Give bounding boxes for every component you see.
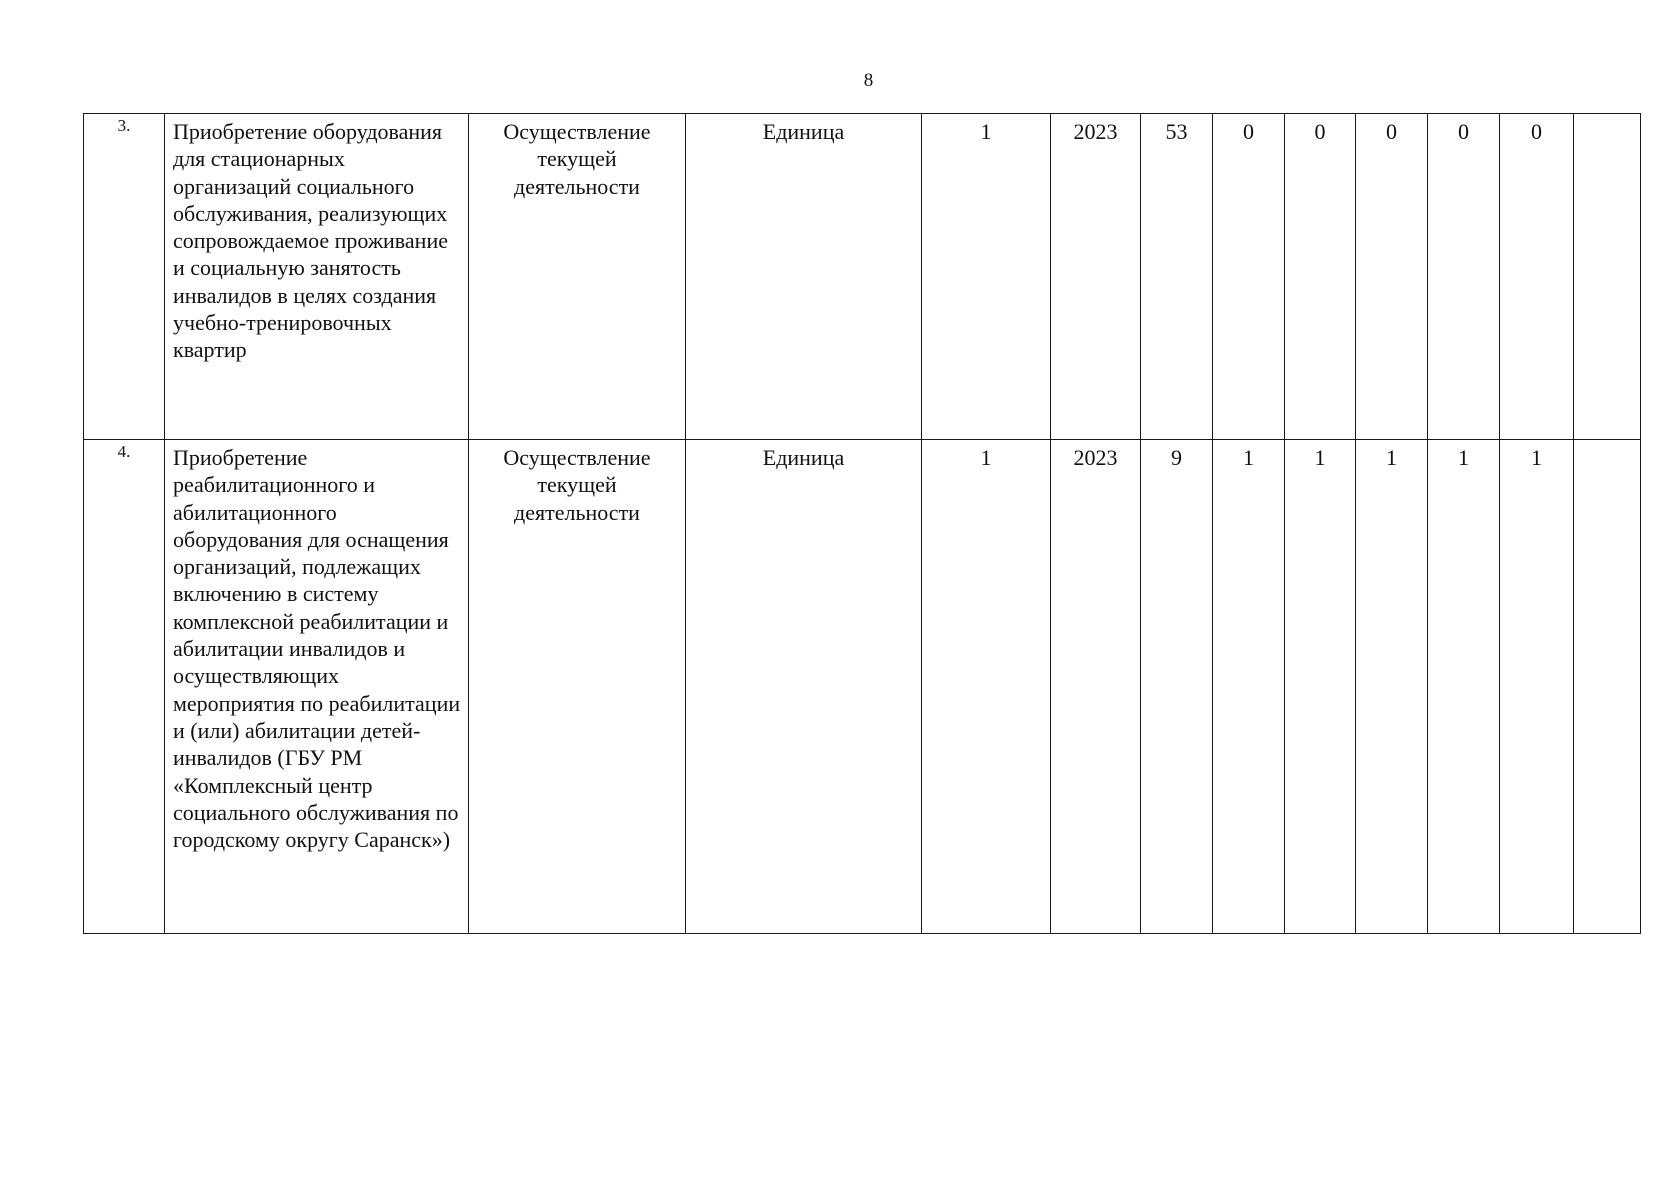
year-cell: 2023: [1051, 114, 1141, 440]
activity-type-cell: Осуществление текущей деятельности: [469, 440, 686, 934]
year-cell: 2023: [1051, 440, 1141, 934]
value-cell: 1: [1285, 440, 1356, 934]
unit-cell: Единица: [686, 440, 922, 934]
activity-type-cell: Осуществление текущей деятельности: [469, 114, 686, 440]
indicators-table: [83, 113, 1641, 934]
row-number-cell: 4.: [84, 440, 165, 934]
value-cell: 1: [1213, 440, 1285, 934]
value-cell: 0: [1500, 114, 1574, 440]
value-cell: 0: [1428, 114, 1500, 440]
activity-name-cell: Приобретение оборудования для стационарных организаций социального обслуживания, реализующих сопровождаемое проживание и социальную занятость инвалидов в целях создания учебно-тренировочных квартир: [165, 114, 469, 440]
value-cell: 0: [1213, 114, 1285, 440]
value-cell: 0: [1356, 114, 1428, 440]
value-cell: 0: [1285, 114, 1356, 440]
empty-cell: [1574, 440, 1641, 934]
page-number: 8: [863, 70, 874, 91]
value-cell: 1: [1500, 440, 1574, 934]
empty-cell: [1574, 114, 1641, 440]
unit-cell: Единица: [686, 114, 922, 440]
row-number-cell: 3.: [84, 114, 165, 440]
value-cell: 53: [1141, 114, 1213, 440]
table-row: [84, 440, 1641, 934]
base-value-cell: 1: [922, 440, 1051, 934]
value-cell: 9: [1141, 440, 1213, 934]
table-row: [84, 114, 1641, 440]
base-value-cell: 1: [922, 114, 1051, 440]
value-cell: 1: [1428, 440, 1500, 934]
value-cell: 1: [1356, 440, 1428, 934]
activity-name-cell: Приобретение реабилитационного и абилитационного оборудования для оснащения организаций, подлежащих включению в систему комплексной реабилитации и абилитации инвалидов и осуществляющих мероприятия по реабилитации и (или) абилитации детей-инвалидов (ГБУ РМ «Комплексный центр социального обслуживания по городскому округу Саранск»): [165, 440, 469, 934]
